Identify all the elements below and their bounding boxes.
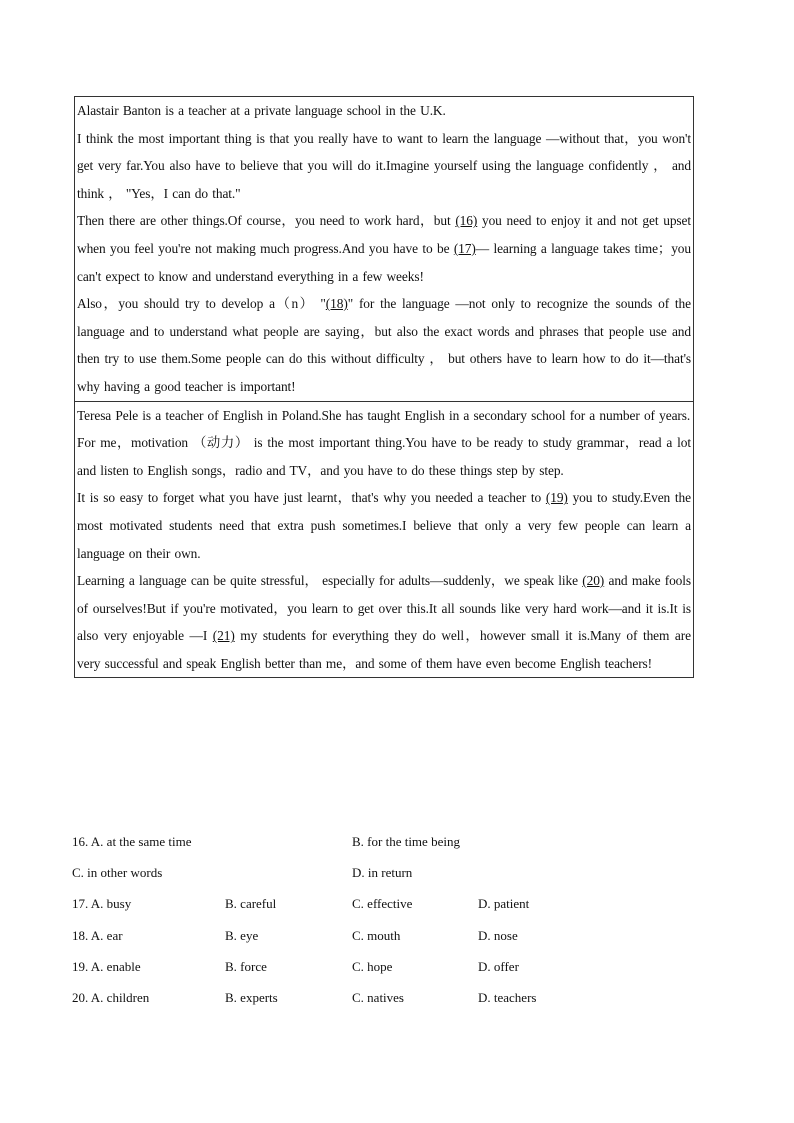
- answer-option: C. hope: [352, 958, 393, 974]
- paragraph-text: I think the most important thing is that you really have to want to learn the language —without that，you won't get very far.You also have to believe that you will do it.Imagine yourself using the language confidently ， and think ， "Yes，I can do that.": [77, 130, 691, 201]
- answer-option: D. nose: [478, 927, 518, 943]
- answer-option: 16. A. at the same time: [72, 834, 192, 849]
- passage-cell: [75, 97, 693, 401]
- answer-blank: (18): [325, 296, 348, 312]
- answer-option: C. mouth: [352, 927, 401, 943]
- question-option-row: [72, 890, 712, 921]
- passage-paragraph: [77, 402, 691, 430]
- answer-blank: (21): [212, 628, 235, 644]
- answer-option: 17. A. busy: [72, 896, 132, 912]
- answer-option: C. in other words: [72, 865, 163, 881]
- passage-cell: [75, 401, 693, 678]
- paragraph-text: — learning a language takes time；you can't expect to know and understand everything in a few weeks!: [77, 240, 691, 284]
- question-option-row: [72, 953, 712, 984]
- paragraph-text: Also，you should try to develop a（n） ": [77, 296, 326, 312]
- answer-option: 19. A. enable: [72, 958, 141, 974]
- paragraph-text: " for the language —not only to recognize the sounds of the language and to understand what people are saying，but also the exact words and phrases that people use and then try to use them.Some people can do this without difficulty ， but others have to learn how to do it—that's why having a good teacher is important!: [77, 296, 691, 394]
- passage-paragraph: [77, 290, 691, 400]
- paragraph-text: you need to enjoy it and not get upset when you feel you're not making much progress.And you have to be: [77, 213, 691, 256]
- paragraph-text: and make fools of ourselves!But if you're motivated，you learn to get over this.It all sounds like very hard work—and it is.It is also very enjoyable —I: [77, 573, 691, 644]
- answer-option: D. in return: [352, 865, 413, 881]
- answer-option: 18. A. ear: [72, 927, 123, 943]
- passage-paragraph: [77, 567, 691, 677]
- answer-blank: (20): [582, 573, 605, 589]
- question-option-row: [72, 828, 712, 859]
- paragraph-text: Learning a language can be quite stressful， especially for adults—suddenly，we speak like: [77, 573, 583, 589]
- passage-paragraph: [77, 97, 691, 125]
- answer-blank: (19): [545, 490, 568, 506]
- passage-table: [74, 96, 694, 678]
- answer-option: B. for the time being: [352, 834, 460, 849]
- question-option-row: [72, 922, 712, 953]
- answer-blank: (16): [455, 213, 478, 229]
- paragraph-text: my students for everything they do well，however small it is.Many of them are very successful and speak English better than me，and some of them have even become English teachers!: [77, 628, 691, 671]
- question-option-row: [72, 984, 712, 1015]
- paragraph-text: Teresa Pele is a teacher of English in Poland.She has taught English in a secondary school for a number of years.: [77, 407, 691, 423]
- answer-option: D. offer: [478, 958, 519, 974]
- passage-paragraph: [77, 484, 691, 567]
- answer-blank: (17): [453, 240, 476, 256]
- answer-option: B. eye: [225, 927, 259, 943]
- paragraph-text: For me，motivation （动力） is the most important thing.You have to be ready to study grammar，read a lot and listen to English songs，radio and TV，and you have to do these things step by step.: [77, 435, 691, 478]
- paragraph-text: Alastair Banton is a teacher at a private language school in the U.K.: [77, 103, 446, 118]
- paragraph-text: Then there are other things.Of course，you need to work hard，but: [77, 213, 456, 229]
- answer-option: 20. A. children: [72, 989, 150, 1005]
- answer-option: B. experts: [225, 989, 278, 1005]
- answer-option: C. natives: [352, 989, 404, 1005]
- answer-option: D. teachers: [478, 989, 537, 1005]
- passage-paragraph: [77, 429, 691, 484]
- answer-option: B. careful: [225, 896, 277, 912]
- question-options: [72, 828, 712, 1015]
- passage-paragraph: [77, 207, 691, 290]
- answer-option: C. effective: [352, 896, 413, 912]
- paragraph-text: you to study.Even the most motivated students need that extra push sometimes.I believe that only a very few people can learn a language on their own.: [77, 490, 691, 561]
- paragraph-text: It is so easy to forget what you have just learnt，that's why you needed a teacher to: [77, 490, 546, 506]
- answer-option: B. force: [225, 958, 267, 974]
- question-option-row: [72, 859, 712, 890]
- passage-paragraph: [77, 125, 691, 208]
- answer-option: D. patient: [478, 896, 530, 912]
